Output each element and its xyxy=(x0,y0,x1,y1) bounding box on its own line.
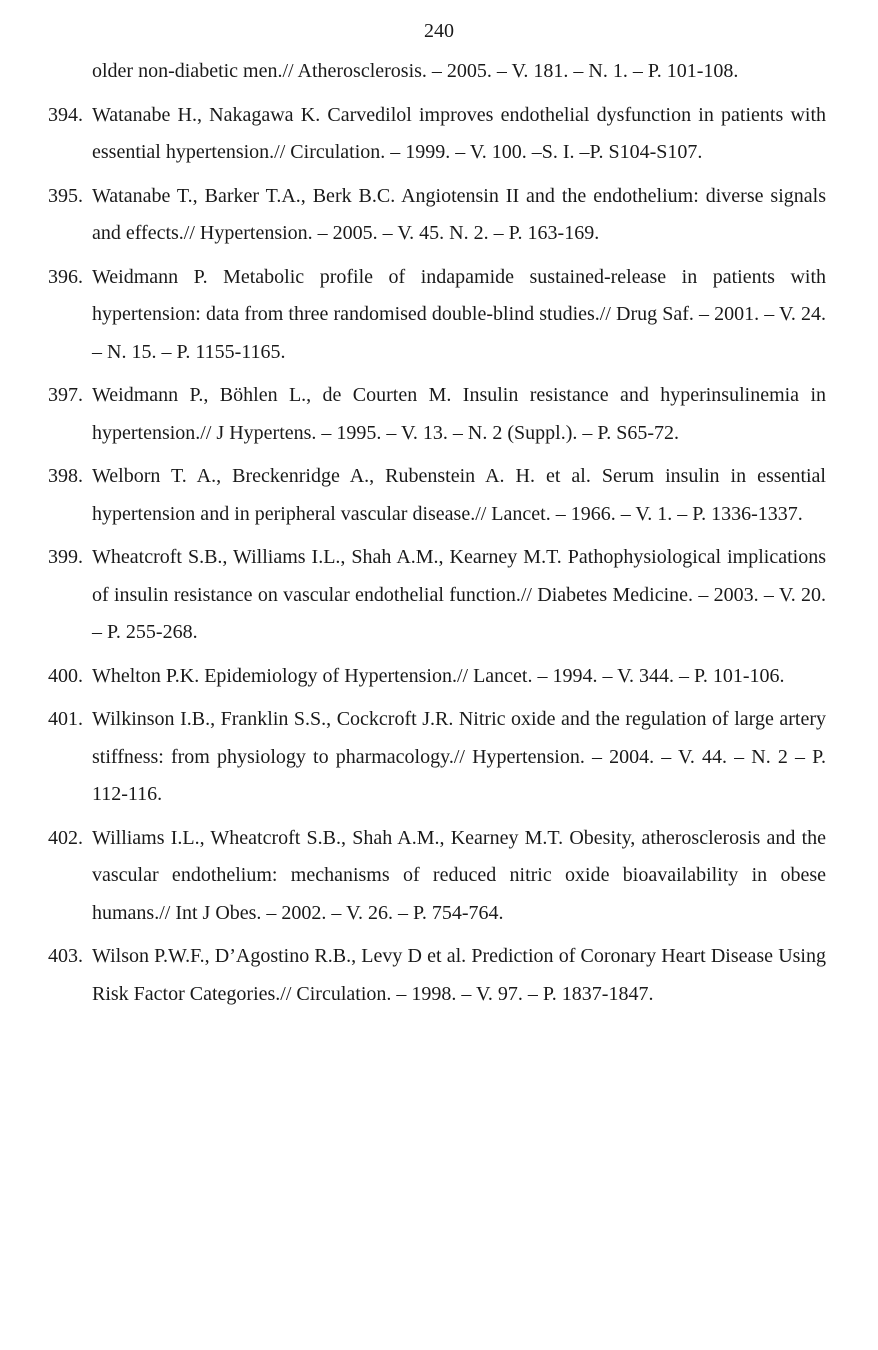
reference-number: 396. xyxy=(48,265,83,288)
reference-text: Whelton P.K. Epidemiology of Hypertension.// Lancet. – 1994. – V. 344. – P. 101-106. xyxy=(92,664,785,687)
reference-text: Watanabe H., Nakagawa K. Carvedilol improves endothelial dysfunction in patients with essential hypertension.// Circulation. – 1999. – V. 100. –S. I. –P. S104-S107. xyxy=(92,103,826,163)
reference-list-page xyxy=(48,53,826,1019)
reference-number: 400. xyxy=(48,664,83,687)
reference-list xyxy=(48,97,826,1014)
reference-text: Wheatcroft S.B., Williams I.L., Shah A.M., Kearney M.T. Pathophysiological implications of insulin resistance on vascular endothelial function.// Diabetes Medicine. – 2003. – V. 20. – P. 255-268. xyxy=(92,546,826,643)
reference-item xyxy=(48,178,826,253)
reference-item xyxy=(48,658,826,696)
reference-text: Weidmann P. Metabolic profile of indapamide sustained-release in patients with hypertension: data from three randomised double-blind studies.// Drug Saf. – 2001. – V. 24. – N. 15. – P. 1155-1165. xyxy=(92,265,826,363)
reference-item xyxy=(48,701,826,814)
reference-text: Wilkinson I.B., Franklin S.S., Cockcroft J.R. Nitric oxide and the regulation of large artery stiffness: from physiology to pharmacology.// Hypertension. – 2004. – V. 44. – N. 2 – P. 112-116. xyxy=(92,708,826,805)
reference-text: Williams I.L., Wheatcroft S.B., Shah A.M., Kearney M.T. Obesity, atherosclerosis and the vascular endothelium: mechanisms of reduced nitric oxide bioavailability in obese humans.// Int J Obes. – 2002. – V. 26. – P. 754-764. xyxy=(92,826,826,924)
reference-text: Weidmann P., Böhlen L., de Courten M. Insulin resistance and hyperinsulinemia in hypertension.// J Hypertens. – 1995. – V. 13. – N. 2 (Suppl.). – P. S65-72. xyxy=(92,384,826,444)
reference-text: Watanabe T., Barker T.A., Berk B.C. Angiotensin II and the endothelium: diverse signals and effects.// Hypertension. – 2005. – V. 45. N. 2. – P. 163-169. xyxy=(92,184,826,244)
reference-number: 399. xyxy=(48,546,83,568)
reference-item xyxy=(48,259,826,372)
reference-number: 394. xyxy=(48,103,83,126)
reference-number: 402. xyxy=(48,826,83,849)
reference-text: Welborn T. A., Breckenridge A., Rubenstein A. H. et al. Serum insulin in essential hypertension and in peripheral vascular disease.// Lancet. – 1966. – V. 1. – P. 1336-1337. xyxy=(92,465,826,525)
reference-number: 395. xyxy=(48,184,83,207)
reference-item xyxy=(48,539,826,652)
reference-text: Wilson P.W.F., D’Agostino R.B., Levy D et al. Prediction of Coronary Heart Disease Using Risk Factor Categories.// Circulation. – 1998. – V. 97. – P. 1837-1847. xyxy=(92,945,826,1005)
reference-number: 403. xyxy=(48,945,83,967)
reference-item xyxy=(48,458,826,533)
reference-item xyxy=(48,938,826,1013)
page-number: 240 xyxy=(424,20,454,42)
reference-number: 401. xyxy=(48,708,83,730)
reference-continuation: older non-diabetic men.// Atherosclerosis. – 2005. – V. 181. – N. 1. – P. 101-108. xyxy=(92,60,739,82)
reference-number: 397. xyxy=(48,384,83,406)
reference-number: 398. xyxy=(48,465,83,487)
reference-item xyxy=(48,377,826,452)
reference-item xyxy=(48,97,826,172)
reference-item xyxy=(48,820,826,933)
